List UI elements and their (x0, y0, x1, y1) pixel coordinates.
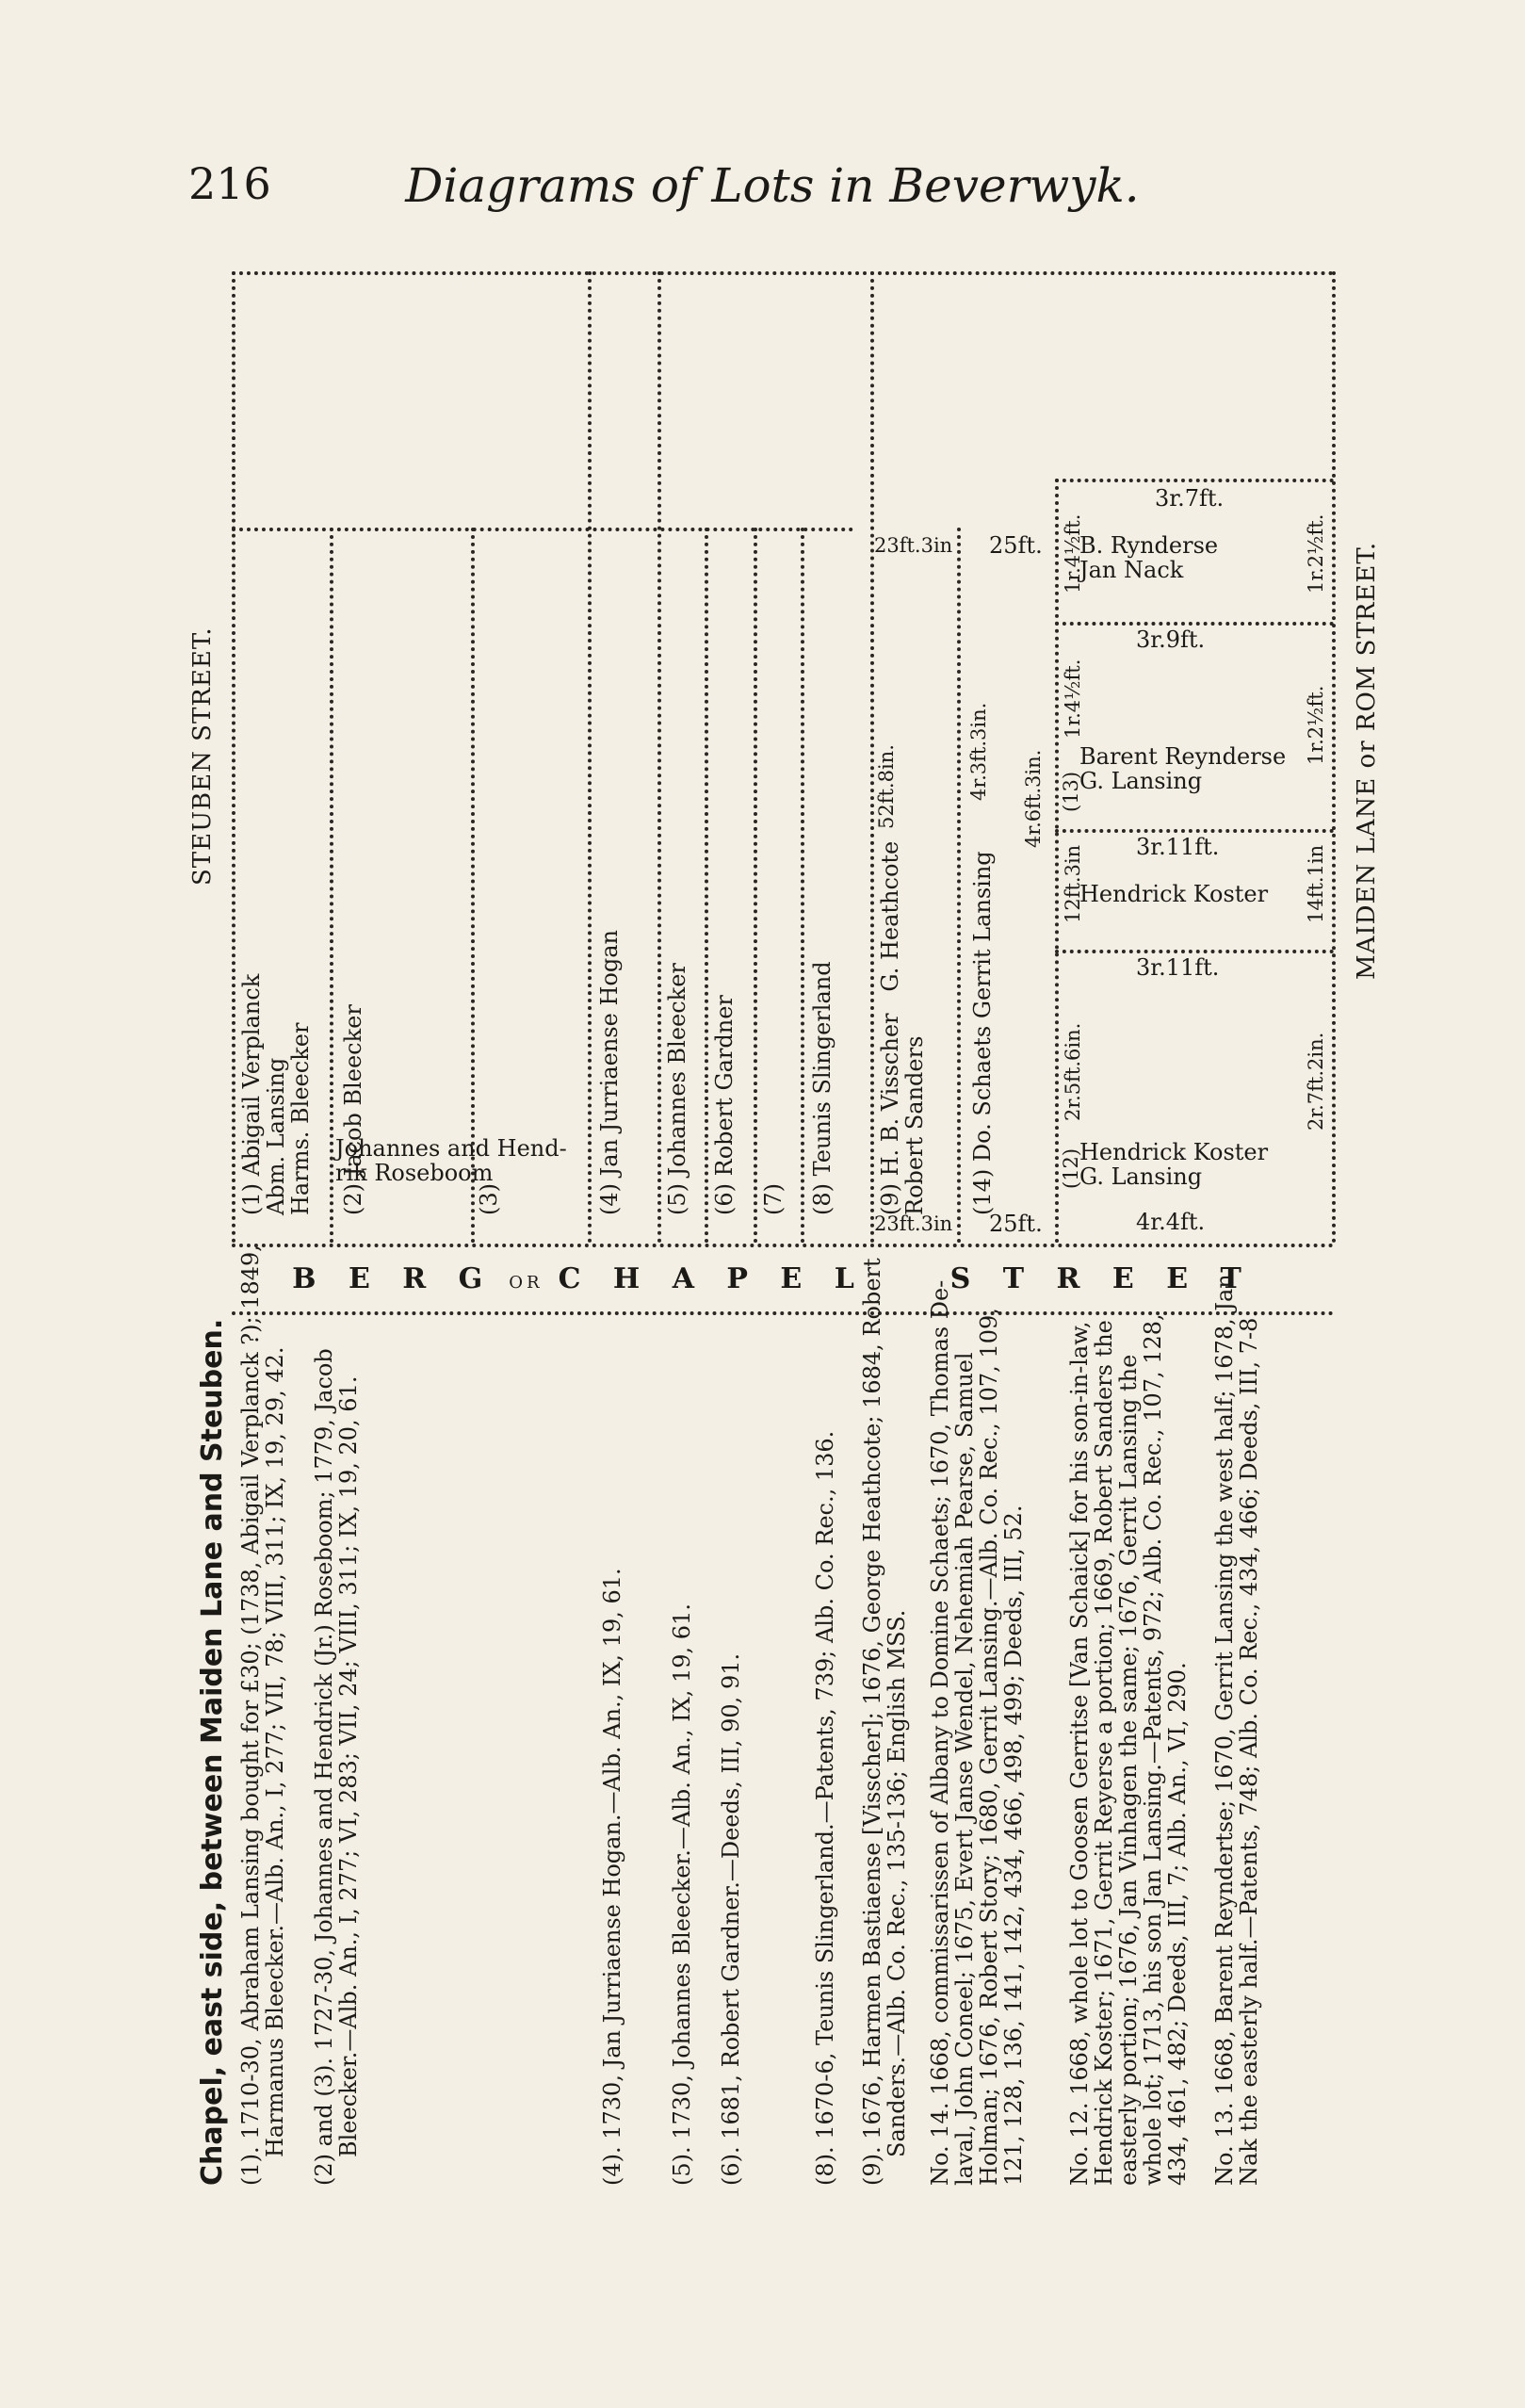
lot-14-width-bottom: 25ft. (989, 1211, 1043, 1237)
right-divider-1 (1055, 622, 1334, 626)
rynderse-top-measure: 3r.7ft. (1155, 485, 1225, 512)
rear-line-2 (1055, 479, 1334, 482)
note-14d: 121, 128, 136, 141, 142, 434, 466, 498, 499; Deeds, III, 52. (1000, 1505, 1027, 2186)
maiden-lane-label: MAIDEN LANE or ROM STREET. (1353, 541, 1381, 980)
note-2: (2) and (3). 1727-30, Johannes and Hendrick (Jr.) Roseboom; 1779, Jacob (311, 1348, 337, 2186)
note-12d: whole lot; 1713, his son Jan Lansing.—Patents, 972; Alb. Co. Rec., 107, 128, (1140, 1313, 1166, 2186)
lot-8-label: (8) Teunis Slingerland (809, 961, 836, 1215)
lot-2-label: (2) Jacob Bleecker (340, 1004, 366, 1215)
lot-9-width-bottom: 23ft.3in (874, 1212, 953, 1235)
lot-5-label: (5) Johannes Bleecker (664, 963, 690, 1215)
right-divider-2 (1055, 829, 1334, 833)
lot-13-left-measure: 1r.4½ft. (1062, 659, 1084, 739)
note-5: (5). 1730, Johannes Bleecker.—Alb. An., IX, 19, 61. (669, 1603, 695, 2186)
page-number: 216 (188, 158, 271, 209)
divider-8 (870, 271, 874, 1244)
lot-9-label: (9) H. B. Visscher G. Heathcote Robert Sanders (877, 840, 928, 1215)
berg-chapel-street-label (188, 1262, 1356, 1295)
note-9b: Sanders.—Alb. Co. Rec., 135-136; English MSS. (884, 1609, 910, 2157)
koster-top-measure: 3r.11ft. (1136, 834, 1220, 860)
divider-6 (754, 528, 757, 1244)
lot-12-number: (12) (1060, 1147, 1082, 1189)
notes-top-border (232, 1311, 1334, 1315)
note-13b: Nak the easterly half.—Patents, 748; Alb. Co. Rec., 434, 466; Deeds, III, 7-8. (1236, 1310, 1262, 2186)
note-12b: Hendrick Koster; 1671, Gerrit Reyerse a portion; 1669, Robert Sanders the (1091, 1320, 1117, 2186)
lot-12-bottom-measure: 4r.4ft. (1136, 1209, 1206, 1235)
koster-right-measure: 14ft.1in (1305, 844, 1327, 923)
divider-5 (705, 528, 708, 1244)
lot-12-owner: Hendrick Koster G. Lansing (1079, 1139, 1269, 1190)
note-6: (6). 1681, Robert Gardner.—Deeds, III, 90, 91. (718, 1652, 744, 2186)
lot-14-measure-1: 4r.3ft.3in. (967, 702, 990, 801)
note-8: (8). 1670-6, Teunis Slingerland.—Patents, 739; Alb. Co. Rec., 136. (812, 1430, 838, 2186)
note-12c: easterly portion; 1676, Jan Vinhagen the same; 1676, Gerrit Lansing the (1115, 1354, 1142, 2186)
koster-owner: Hendrick Koster (1079, 881, 1269, 907)
note-1: (1). 1710-30, Abraham Lansing bought for £30; (1738, Abigail Verplanck ?); 1849, (237, 1245, 264, 2186)
lot-9-measure: 52ft.8in. (875, 744, 898, 829)
street-word-chapel: C H A P E L (558, 1262, 866, 1295)
note-14b: laval, John Coneel; 1675, Evert Janse Wendel, Nehemiah Pearse, Samuel (951, 1352, 978, 2186)
rynderse-left-measure: 1r.4½ft. (1062, 513, 1084, 594)
note-2b: Bleecker.—Alb. An., I, 277; VI, 283; VII, 24; VIII, 311; IX, 19, 20, 61. (335, 1375, 362, 2157)
rear-line-1 (232, 528, 853, 531)
rynderse-right-measure: 1r.2½ft. (1305, 513, 1327, 594)
note-14c: Holman; 1676, Robert Story; 1680, Gerrit Lansing.—Alb. Co. Rec., 107, 109, (976, 1308, 1002, 2186)
lot-12-top-measure: 3r.11ft. (1136, 954, 1220, 981)
koster-left-measure: 12ft.3in (1062, 844, 1084, 923)
page-header (188, 158, 1356, 224)
running-title: Diagrams of Lots in Beverwyk. (405, 158, 1140, 213)
lot-14-label: (14) Do. Schaets Gerrit Lansing (969, 851, 996, 1215)
note-4: (4). 1730, Jan Jurriaense Hogan.—Alb. An., IX, 19, 61. (599, 1568, 625, 2186)
lot-13-number: (13) (1060, 771, 1082, 812)
note-1b: Harmanus Bleecker.—Alb. An., I, 277; VII, 78; VIII, 311; IX, 19, 29, 42. (262, 1346, 288, 2157)
diagram-top-border (232, 271, 1334, 275)
diagram-left-border (232, 271, 235, 1244)
note-14: No. 14. 1668, commissarissen of Albany to Domine Schaets; 1670, Thomas De- (927, 1279, 953, 2186)
lot-13-owner: Barent Reynderse G. Lansing (1079, 743, 1287, 794)
divider-7 (801, 528, 804, 1244)
right-divider-3 (1055, 950, 1334, 953)
divider-3 (588, 271, 592, 1244)
lot-3-label: (3) (476, 1183, 502, 1215)
lot-13-top-measure: 3r.9ft. (1136, 626, 1206, 653)
street-word-street: S T R E E T (949, 1262, 1253, 1295)
notes-title: Chapel, east side, between Maiden Lane and Steuben. (196, 1318, 229, 2186)
lot-6-label: (6) Robert Gardner (711, 995, 738, 1215)
street-word-berg: B E R G (292, 1262, 495, 1295)
diagram-right-border (1332, 271, 1336, 1244)
note-12e: 434, 461, 482; Deeds, III, 7; Alb. An., VI, 290. (1164, 1662, 1191, 2186)
lot-7-label: (7) (760, 1183, 787, 1215)
lot-12-left-measure: 2r.5ft.6in. (1062, 1022, 1084, 1121)
lot-1-label: (1) Abigail Verplanck Abm. Lansing Harms. Bleecker (238, 973, 314, 1215)
divider-1 (330, 528, 333, 1244)
lot-14-measure-2: 4r.6ft.3in. (1022, 749, 1045, 848)
rynderse-owner: B. Rynderse Jan Nack (1079, 532, 1219, 583)
divider-9 (957, 528, 961, 1244)
diagram-bottom-border (232, 1244, 1334, 1247)
street-word-or: OR (509, 1273, 543, 1293)
lot-13-right-measure: 1r.2½ft. (1305, 685, 1327, 765)
divider-10 (1055, 479, 1059, 1244)
note-13: No. 13. 1668, Barent Reyndertse; 1670, Gerrit Lansing the west half; 1678, Jan (1211, 1274, 1238, 2186)
steuben-street-label: STEUBEN STREET. (188, 626, 217, 886)
lot-2-roseboom: Johannes and Hend- rik Roseboom (335, 1135, 567, 1186)
note-12: No. 12. 1668, whole lot to Goosen Gerritse [Van Schaick] for his son-in-law, (1066, 1321, 1093, 2186)
lot-9-width-top: 23ft.3in (874, 534, 953, 557)
note-9: (9). 1676, Harmen Bastiaense [Visscher]; 1676, George Heathcote; 1684, Robert (859, 1258, 885, 2186)
divider-4 (657, 271, 661, 1244)
lot-14-width-top: 25ft. (989, 532, 1043, 559)
lot-4-label: (4) Jan Jurriaense Hogan (596, 930, 623, 1215)
lot-12-right-measure: 2r.7ft.2in. (1305, 1032, 1327, 1131)
